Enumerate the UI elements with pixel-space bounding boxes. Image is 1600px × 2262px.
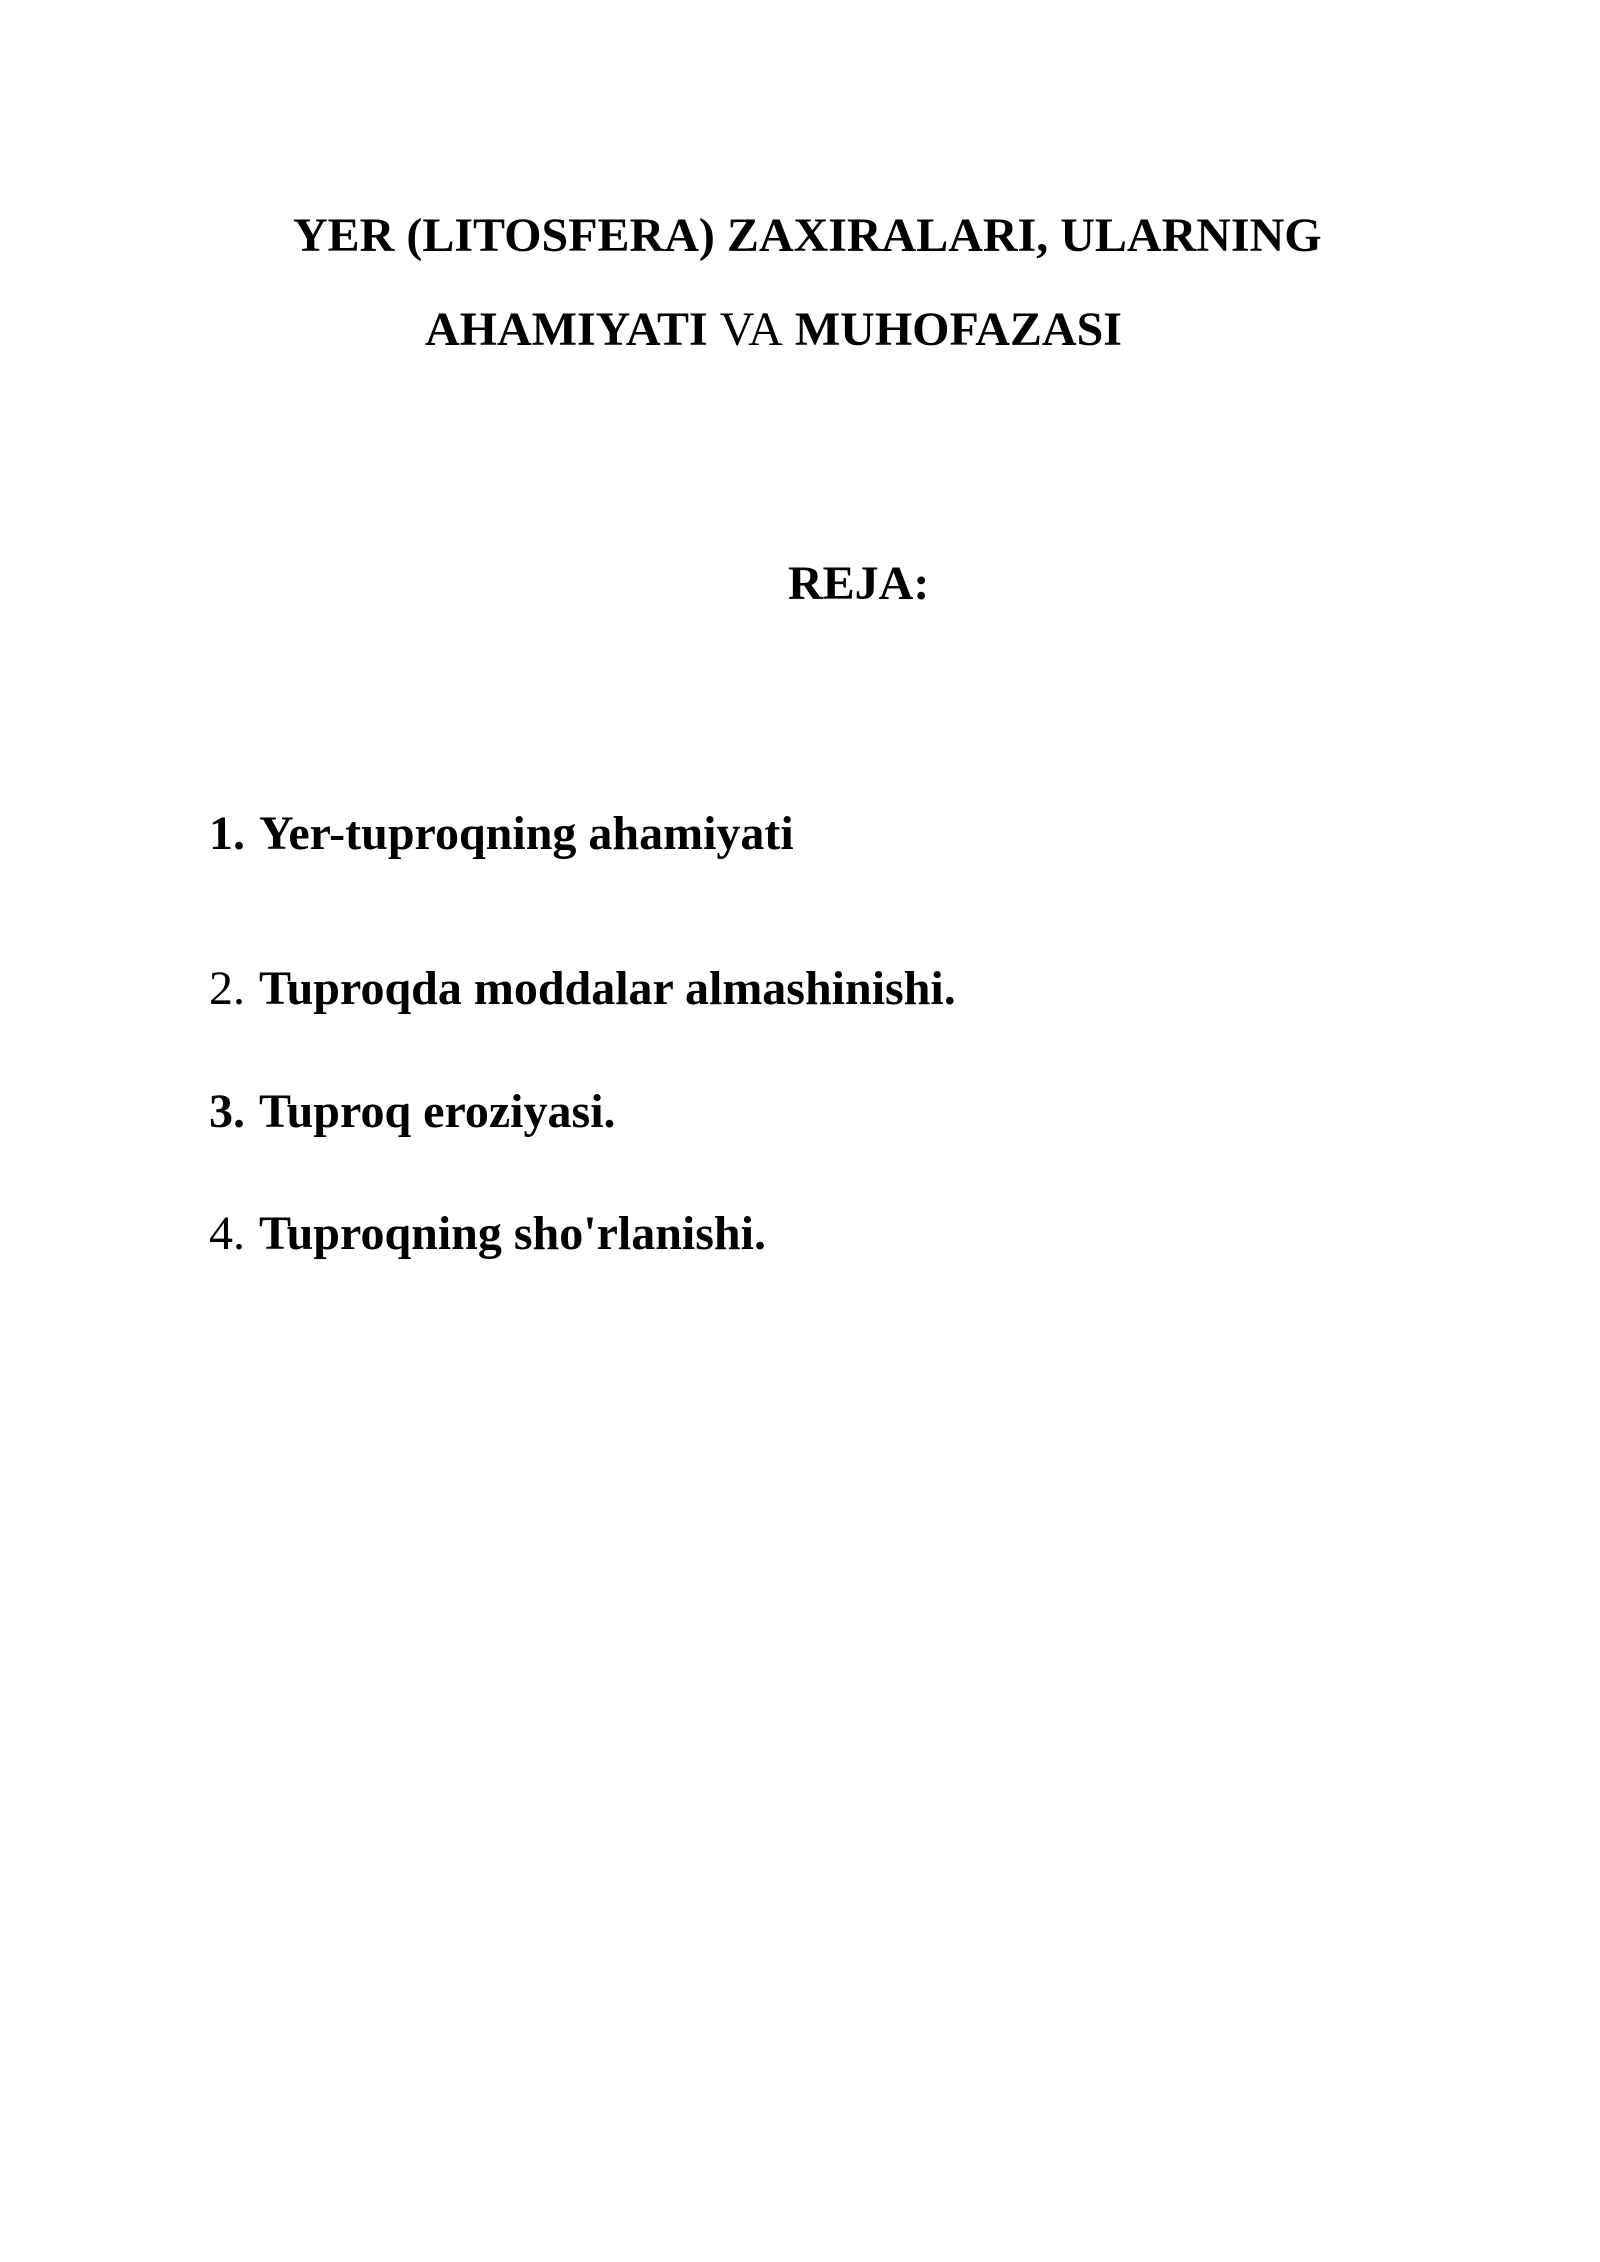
title-word-muhofazasi: MUHOFAZASI — [794, 303, 1122, 356]
plan-item-number: 2. — [209, 962, 245, 1015]
plan-list-item — [209, 807, 794, 860]
plan-item-number: 1. — [209, 807, 245, 860]
plan-item-text: Yer-tuproqning ahamiyati — [259, 807, 794, 860]
plan-heading: REJA: — [788, 557, 930, 610]
title-word-va: VA — [719, 303, 783, 356]
plan-item-text: Tuproqda moddalar almashinishi. — [259, 962, 956, 1015]
plan-list-item — [209, 1207, 766, 1260]
document-title-line-2 — [425, 303, 1122, 356]
plan-item-number: 4. — [209, 1207, 245, 1260]
plan-list-item — [209, 1085, 616, 1138]
plan-item-text: Tuproq eroziyasi. — [259, 1085, 616, 1138]
plan-item-number: 3. — [209, 1085, 245, 1138]
document-title-line-1: YER (LITOSFERA) ZAXIRALARI, ULARNING — [293, 209, 1322, 262]
plan-item-text: Tuproqning sho'rlanishi. — [259, 1207, 766, 1260]
title-word-ahamiyati: AHAMIYATI — [425, 303, 708, 356]
plan-list-item — [209, 962, 956, 1015]
